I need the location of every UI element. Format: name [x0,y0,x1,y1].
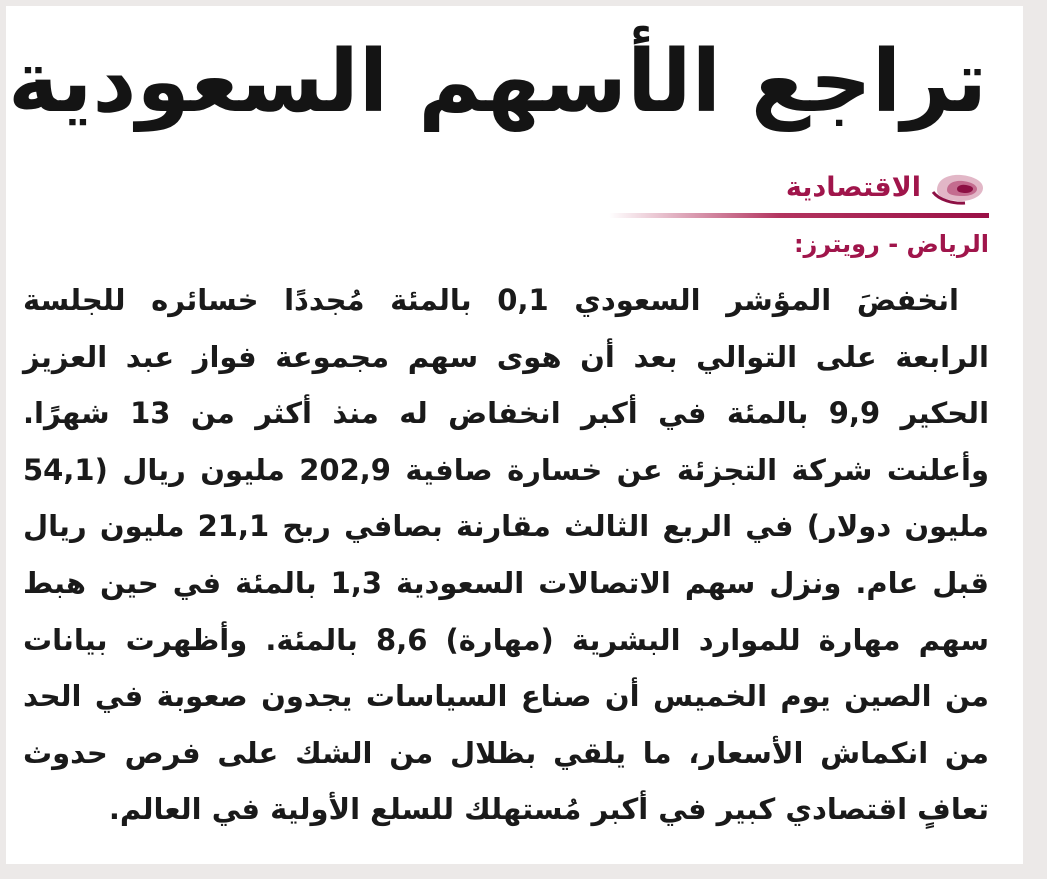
body-line: من انكماش الأسعار، ما يلقي بظلال من الشك على فرص حدوث [23,735,989,770]
body-line: تعافٍ اقتصادي كبير في أكبر مُستهلك للسلع الأولية في العالم. [108,792,989,827]
source-logo-icon [931,170,989,206]
headline: تراجع الأسهم السعودية [7,32,987,132]
body-line: انخفضَ المؤشر السعودي 0,1 بالمئة مُجددًا خسائره للجلسة [23,283,959,317]
body-line: مليون دولار) في الربع الثالث مقارنة بصافي ربح 21,1 مليون ريال [23,509,989,544]
body-line: قبل عام. ونزل سهم الاتصالات السعودية 1,3 بالمئة في حين هبط [23,565,989,600]
source-name: الاقتصادية [785,172,921,203]
source-credit [786,168,989,208]
newspaper-clipping [6,6,1023,864]
source-divider [609,213,989,218]
body-line: الحكير 9,9 بالمئة في أكبر انخفاض له منذ أكثر من 13 شهرًا. [23,396,990,431]
body-line: الرابعة على التوالي بعد أن هوى سهم مجموعة فواز عبد العزيز [23,339,989,374]
article-body [23,272,989,838]
body-line: سهم مهارة للموارد البشرية (مهارة) 8,6 بالمئة. وأظهرت بيانات [23,622,990,657]
dateline: الرياض - رويترز: [793,230,989,258]
body-line: وأعلنت شركة التجزئة عن خسارة صافية 202,9 مليون ريال (54,1 [23,452,989,487]
body-line: من الصين يوم الخميس أن صناع السياسات يجدون صعوبة في الحد [23,679,989,714]
